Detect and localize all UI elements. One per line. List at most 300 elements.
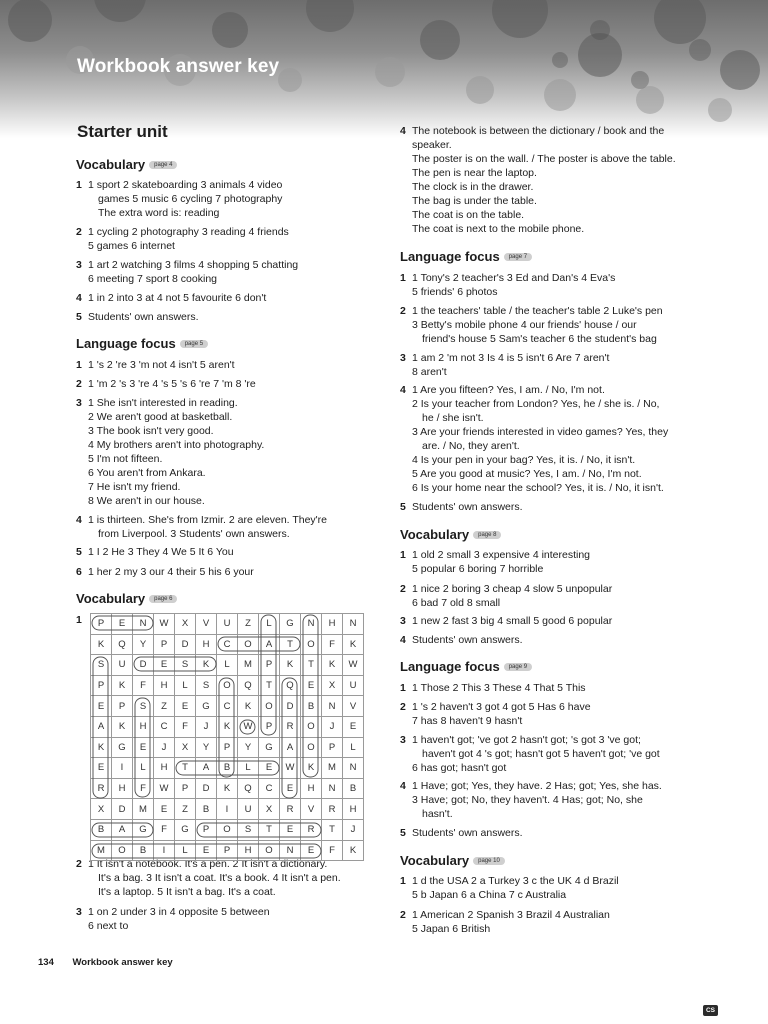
answer-line: 6 bad 7 old 8 small <box>412 597 501 609</box>
wordsearch-cell: R <box>280 716 301 737</box>
page-reference-badge: page 6 <box>149 595 177 603</box>
answer-line: 5 I'm not fifteen. <box>88 453 163 465</box>
wordsearch-cell: L <box>133 758 154 779</box>
wordsearch-cell: N <box>280 840 301 861</box>
page-reference-badge: page 5 <box>180 340 208 348</box>
wordsearch-cell: Z <box>238 614 259 635</box>
wordsearch-cell: X <box>259 799 280 820</box>
wordsearch-cell: X <box>322 675 343 696</box>
wordsearch-cell: B <box>217 758 238 779</box>
exercise-number: 1 <box>76 179 82 191</box>
wordsearch-cell: M <box>322 758 343 779</box>
exercise <box>76 258 376 286</box>
wordsearch-cell: L <box>175 675 196 696</box>
section-heading-text: Language focus <box>400 249 500 264</box>
wordsearch-cell: O <box>112 840 133 861</box>
section-heading <box>76 336 208 351</box>
wordsearch-cell: T <box>259 819 280 840</box>
wordsearch-cell: C <box>259 778 280 799</box>
wordsearch-cell: B <box>91 819 112 840</box>
wordsearch-cell: X <box>175 614 196 635</box>
header-banner <box>0 0 768 138</box>
wordsearch-cell: E <box>301 675 322 696</box>
wordsearch-cell: P <box>217 840 238 861</box>
wordsearch-cell: E <box>175 696 196 717</box>
wordsearch-cell: K <box>112 716 133 737</box>
answer-line: 3 The book isn't very good. <box>88 425 214 437</box>
wordsearch-cell: F <box>154 819 175 840</box>
answer-line: 3 Are your friends interested in video games? Yes, they <box>412 426 669 438</box>
wordsearch-cell: S <box>196 675 217 696</box>
wordsearch-cell: I <box>154 840 175 861</box>
wordsearch-cell: B <box>301 696 322 717</box>
wordsearch-cell: G <box>133 819 154 840</box>
exercise <box>400 733 700 775</box>
wordsearch-cell: G <box>280 614 301 635</box>
answer-line: Students' own answers. <box>412 501 523 513</box>
wordsearch-cell: W <box>154 778 175 799</box>
exercise <box>76 545 376 559</box>
section-heading <box>400 527 501 542</box>
exercise <box>400 500 700 514</box>
wordsearch-cell: R <box>301 819 322 840</box>
answer-line: 1 It isn't a notebook. It's a pen. 2 It isn't a dictionary. <box>88 858 328 870</box>
answer-line: 1 I 2 He 3 They 4 We 5 It 6 You <box>88 546 234 558</box>
answer-line: 6 next to <box>88 920 129 932</box>
wordsearch-exercise-number: 1 <box>76 614 82 626</box>
wordsearch-cell: A <box>259 634 280 655</box>
exercise <box>76 513 376 541</box>
wordsearch-cell: F <box>322 840 343 861</box>
wordsearch-cell: E <box>133 737 154 758</box>
answer-line: 1 American 2 Spanish 3 Brazil 4 Australian <box>412 909 610 921</box>
wordsearch-cell: E <box>112 614 133 635</box>
wordsearch-cell: U <box>343 675 364 696</box>
wordsearch-cell: E <box>280 778 301 799</box>
wordsearch-cell: J <box>154 737 175 758</box>
wordsearch-cell: H <box>154 758 175 779</box>
wordsearch-cell: B <box>196 799 217 820</box>
wordsearch-cell: L <box>175 840 196 861</box>
wordsearch-cell: N <box>343 614 364 635</box>
answer-line: Students' own answers. <box>88 311 199 323</box>
exercise-number: 5 <box>400 501 406 513</box>
answer-line: 1 's 2 're 3 'm not 4 isn't 5 aren't <box>88 359 235 371</box>
wordsearch-cell: N <box>343 758 364 779</box>
exercise-number: 3 <box>400 734 406 746</box>
answer-line: 1 Are you fifteen? Yes, I am. / No, I'm not. <box>412 384 605 396</box>
answer-line: 6 You aren't from Ankara. <box>88 467 206 479</box>
answer-line: 5 Are you good at music? Yes, I am. / No, I'm not. <box>412 468 642 480</box>
wordsearch-cell: E <box>154 799 175 820</box>
wordsearch-row <box>91 778 364 799</box>
wordsearch-cell: G <box>196 696 217 717</box>
wordsearch-cell: K <box>301 758 322 779</box>
section-heading <box>76 157 177 172</box>
section-heading <box>400 659 532 674</box>
answer-line: 1 sport 2 skateboarding 3 animals 4 video <box>88 179 283 191</box>
wordsearch-cell: O <box>301 716 322 737</box>
answer-line: The coat is next to the mobile phone. <box>412 223 585 235</box>
exercise <box>400 826 700 840</box>
answer-line: friend's house 5 Sam's teacher 6 the student's bag <box>422 333 657 345</box>
wordsearch-cell: O <box>259 840 280 861</box>
wordsearch-cell: T <box>301 655 322 676</box>
wordsearch-cell: M <box>238 655 259 676</box>
answer-line: 1 nice 2 boring 3 cheap 4 slow 5 unpopular <box>412 583 613 595</box>
wordsearch-cell: K <box>343 840 364 861</box>
exercise-number: 3 <box>76 906 82 918</box>
answer-line: 1 old 2 small 3 expensive 4 interesting <box>412 549 591 561</box>
answer-line: 1 d the USA 2 a Turkey 3 c the UK 4 d Brazil <box>412 875 619 887</box>
exercise-number: 3 <box>76 259 82 271</box>
wordsearch-cell: T <box>280 634 301 655</box>
exercise <box>400 582 700 610</box>
wordsearch-cell: D <box>133 655 154 676</box>
footer-label: Workbook answer key <box>72 957 173 968</box>
exercise-number: 2 <box>76 858 82 870</box>
exercise-number: 1 <box>400 682 406 694</box>
answer-line: It's a laptop. 5 It isn't a bag. It's a coat. <box>98 886 276 898</box>
section-heading-text: Vocabulary <box>76 157 146 172</box>
wordsearch-cell: P <box>217 737 238 758</box>
wordsearch-cell: V <box>343 696 364 717</box>
wordsearch-cell: A <box>196 758 217 779</box>
answer-line: 1 in 2 into 3 at 4 not 5 favourite 6 don't <box>88 292 267 304</box>
wordsearch-cell: E <box>91 758 112 779</box>
section-heading <box>76 591 177 606</box>
wordsearch-cell: L <box>343 737 364 758</box>
answer-line: 1 new 2 fast 3 big 4 small 5 good 6 popular <box>412 615 613 627</box>
answer-line: 6 has got; hasn't got <box>412 762 507 774</box>
exercise <box>76 857 376 899</box>
wordsearch-cell: K <box>322 655 343 676</box>
wordsearch-cell: X <box>175 737 196 758</box>
wordsearch-cell: J <box>196 716 217 737</box>
wordsearch-row <box>91 614 364 635</box>
wordsearch-cell: P <box>91 614 112 635</box>
exercise-number: 5 <box>76 546 82 558</box>
wordsearch-cell: Y <box>133 634 154 655</box>
exercise-number: 2 <box>76 226 82 238</box>
wordsearch-cell: R <box>91 778 112 799</box>
wordsearch-cell: P <box>112 696 133 717</box>
wordsearch-cell: G <box>175 819 196 840</box>
wordsearch-cell: C <box>217 696 238 717</box>
exercise <box>400 614 700 628</box>
wordsearch-cell: E <box>280 819 301 840</box>
answer-line: 1 is thirteen. She's from Izmir. 2 are eleven. They're <box>88 514 328 526</box>
wordsearch-cell: P <box>196 819 217 840</box>
answer-line: 1 cycling 2 photography 3 reading 4 friends <box>88 226 289 238</box>
wordsearch-cell: D <box>175 634 196 655</box>
wordsearch-cell: T <box>175 758 196 779</box>
answer-line: from Liverpool. 3 Students' own answers. <box>98 528 290 540</box>
wordsearch-cell: R <box>322 799 343 820</box>
exercise <box>400 548 700 576</box>
answer-line: 3 Betty's mobile phone 4 our friends' house / our <box>412 319 637 331</box>
wordsearch-row <box>91 634 364 655</box>
exercise <box>76 905 376 933</box>
answer-line: are. / No, they aren't. <box>422 440 520 452</box>
page-number: 134 <box>38 957 54 968</box>
wordsearch-cell: W <box>154 614 175 635</box>
exercise-number: 4 <box>400 384 406 396</box>
section-heading-text: Vocabulary <box>400 853 470 868</box>
wordsearch-cell: E <box>154 655 175 676</box>
wordsearch-cell: K <box>91 737 112 758</box>
wordsearch-cell: Q <box>238 675 259 696</box>
wordsearch-cell: P <box>259 655 280 676</box>
exercise-number: 4 <box>76 292 82 304</box>
exercise <box>76 291 376 305</box>
page-reference-badge: page 10 <box>473 857 505 865</box>
wordsearch-cell: B <box>133 840 154 861</box>
exercise-number: 4 <box>400 634 406 646</box>
wordsearch-cell: R <box>280 799 301 820</box>
answer-line: Students' own answers. <box>412 827 523 839</box>
wordsearch-cell: S <box>133 696 154 717</box>
page-reference-badge: page 9 <box>504 663 532 671</box>
wordsearch-cell: F <box>322 634 343 655</box>
wordsearch-cell: Z <box>175 799 196 820</box>
wordsearch-cell: K <box>238 696 259 717</box>
answer-line: 1 am 2 'm not 3 Is 4 is 5 isn't 6 Are 7 aren't <box>412 352 610 364</box>
wordsearch-row <box>91 696 364 717</box>
wordsearch-cell: G <box>259 737 280 758</box>
wordsearch-cell: N <box>133 614 154 635</box>
wordsearch-cell: I <box>112 758 133 779</box>
wordsearch-cell: Y <box>196 737 217 758</box>
exercise <box>76 396 376 508</box>
wordsearch-cell: L <box>259 614 280 635</box>
wordsearch-cell: E <box>196 840 217 861</box>
wordsearch-cell: G <box>112 737 133 758</box>
wordsearch-cell: U <box>238 799 259 820</box>
wordsearch-cell: S <box>175 655 196 676</box>
answer-line: The extra word is: reading <box>98 207 220 219</box>
answer-line: 1 her 2 my 3 our 4 their 5 his 6 your <box>88 566 254 578</box>
wordsearch-row <box>91 675 364 696</box>
wordsearch-cell: H <box>322 614 343 635</box>
exercise <box>400 908 700 936</box>
wordsearch-cell: B <box>343 778 364 799</box>
wordsearch-cell: E <box>91 696 112 717</box>
answer-line: 5 b Japan 6 a China 7 c Australia <box>412 889 567 901</box>
wordsearch-row <box>91 716 364 737</box>
answer-line: 7 He isn't my friend. <box>88 481 181 493</box>
exercise <box>76 178 376 220</box>
wordsearch-cell: K <box>196 655 217 676</box>
answer-line: 1 the teachers' table / the teacher's table 2 Luke's pen <box>412 305 663 317</box>
exercise <box>400 383 700 495</box>
exercise <box>400 271 700 299</box>
answer-line: The clock is in the drawer. <box>412 181 534 193</box>
answer-line: speaker. <box>412 139 452 151</box>
wordsearch-cell: H <box>112 778 133 799</box>
banner-title: Workbook answer key <box>77 56 280 77</box>
exercise <box>400 779 700 821</box>
exercise <box>400 633 700 647</box>
exercise-number: 1 <box>76 359 82 371</box>
exercise-number: 4 <box>76 514 82 526</box>
exercise-number: 3 <box>400 615 406 627</box>
wordsearch-cell: P <box>175 778 196 799</box>
answer-line: 3 Have; got; No, they haven't. 4 Has; got; No, she <box>412 794 643 806</box>
exercise-number: 6 <box>76 566 82 578</box>
exercise <box>400 351 700 379</box>
exercise-number: 4 <box>400 780 406 792</box>
page-reference-badge: page 7 <box>504 253 532 261</box>
wordsearch-cell: N <box>322 778 343 799</box>
wordsearch-cell: Q <box>238 778 259 799</box>
wordsearch-cell: O <box>238 634 259 655</box>
wordsearch-cell: E <box>259 758 280 779</box>
wordsearch-cell: W <box>343 655 364 676</box>
wordsearch-cell: W <box>280 758 301 779</box>
wordsearch-cell: J <box>322 716 343 737</box>
wordsearch-cell: K <box>217 716 238 737</box>
answer-line: 4 My brothers aren't into photography. <box>88 439 265 451</box>
exercise <box>76 358 376 372</box>
wordsearch-cell: D <box>112 799 133 820</box>
exercise <box>76 225 376 253</box>
wordsearch-cell: H <box>154 675 175 696</box>
wordsearch-cell: K <box>91 634 112 655</box>
cs-badge: CS <box>703 1005 718 1016</box>
answer-line: hasn't. <box>422 808 453 820</box>
wordsearch-cell: A <box>91 716 112 737</box>
answer-line: 1 art 2 watching 3 films 4 shopping 5 chatting <box>88 259 299 271</box>
wordsearch-cell: Y <box>238 737 259 758</box>
answer-line: 5 friends' 6 photos <box>412 286 498 298</box>
unit-title: Starter unit <box>77 122 168 141</box>
wordsearch-cell: F <box>175 716 196 737</box>
wordsearch-cell: F <box>133 778 154 799</box>
answer-line: 8 We aren't in our house. <box>88 495 205 507</box>
section-heading <box>400 853 505 868</box>
exercise-number: 4 <box>400 125 406 137</box>
answer-line: 1 She isn't interested in reading. <box>88 397 238 409</box>
wordsearch-cell: Q <box>112 634 133 655</box>
answer-line: 6 Is your home near the school? Yes, it is. / No, it isn't. <box>412 482 664 494</box>
wordsearch-cell: A <box>112 819 133 840</box>
wordsearch-grid <box>90 613 364 861</box>
answer-line: 6 meeting 7 sport 8 cooking <box>88 273 217 285</box>
exercise-number: 2 <box>76 378 82 390</box>
wordsearch-cell: N <box>301 614 322 635</box>
exercise <box>76 310 376 324</box>
exercise <box>400 874 700 902</box>
answer-line: 2 Is your teacher from London? Yes, he / she is. / No, <box>412 398 660 410</box>
wordsearch-cell: K <box>217 778 238 799</box>
wordsearch-cell: K <box>112 675 133 696</box>
wordsearch-cell: O <box>217 675 238 696</box>
wordsearch-row <box>91 799 364 820</box>
wordsearch-cell: Z <box>154 696 175 717</box>
answer-line: 5 popular 6 boring 7 horrible <box>412 563 544 575</box>
wordsearch-cell: M <box>91 840 112 861</box>
answer-line: 1 haven't got; 've got 2 hasn't got; 's got 3 've got; <box>412 734 641 746</box>
answer-line: The poster is on the wall. / The poster is above the table. <box>412 153 676 165</box>
answer-line: 1 on 2 under 3 in 4 opposite 5 between <box>88 906 270 918</box>
wordsearch-cell: U <box>217 614 238 635</box>
wordsearch-cell: X <box>91 799 112 820</box>
exercise-number: 2 <box>400 583 406 595</box>
wordsearch-cell: A <box>280 737 301 758</box>
wordsearch-cell: P <box>322 737 343 758</box>
wordsearch-cell: O <box>301 737 322 758</box>
answer-line: 5 games 6 internet <box>88 240 175 252</box>
answer-line: haven't got 4 's got; hasn't got 5 haven't got; 've got <box>422 748 660 760</box>
exercise <box>400 124 700 236</box>
wordsearch-cell: D <box>196 778 217 799</box>
wordsearch-cell: E <box>343 716 364 737</box>
exercise <box>400 700 700 728</box>
exercise <box>76 565 376 579</box>
wordsearch-row <box>91 655 364 676</box>
answer-line: The bag is under the table. <box>412 195 537 207</box>
wordsearch-cell: H <box>301 778 322 799</box>
exercise-number: 2 <box>400 305 406 317</box>
wordsearch-row <box>91 840 364 861</box>
wordsearch-cell: N <box>322 696 343 717</box>
wordsearch-cell: Q <box>280 675 301 696</box>
exercise <box>76 377 376 391</box>
wordsearch-cell: V <box>196 614 217 635</box>
wordsearch-cell: H <box>133 716 154 737</box>
answer-line: games 5 music 6 cycling 7 photography <box>98 193 283 205</box>
answer-line: 5 Japan 6 British <box>412 923 491 935</box>
wordsearch-row <box>91 758 364 779</box>
page-reference-badge: page 8 <box>473 531 501 539</box>
exercise-number: 1 <box>400 549 406 561</box>
exercise-number: 5 <box>400 827 406 839</box>
wordsearch-cell: K <box>343 634 364 655</box>
wordsearch-cell: W <box>238 716 259 737</box>
exercise-number: 1 <box>400 875 406 887</box>
wordsearch-cell: V <box>301 799 322 820</box>
wordsearch-cell: U <box>112 655 133 676</box>
answer-line: 1 Have; got; Yes, they have. 2 Has; got; Yes, she has. <box>412 780 662 792</box>
exercise-number: 5 <box>76 311 82 323</box>
wordsearch-cell: O <box>301 634 322 655</box>
answer-line: 2 We aren't good at basketball. <box>88 411 233 423</box>
answer-line: 1 'm 2 's 3 're 4 's 5 's 6 're 7 'm 8 're <box>88 378 256 390</box>
answer-line: The pen is near the laptop. <box>412 167 537 179</box>
wordsearch-cell: P <box>154 634 175 655</box>
wordsearch-row <box>91 737 364 758</box>
section-heading-text: Vocabulary <box>76 591 146 606</box>
wordsearch-cell: M <box>133 799 154 820</box>
answer-line: 8 aren't <box>412 366 447 378</box>
exercise-number: 3 <box>76 397 82 409</box>
answer-line: he / she isn't. <box>422 412 484 424</box>
exercise <box>400 304 700 346</box>
wordsearch-row <box>91 819 364 840</box>
wordsearch-cell: C <box>217 634 238 655</box>
wordsearch-cell: S <box>238 819 259 840</box>
wordsearch-cell: P <box>91 675 112 696</box>
section-heading <box>400 249 532 264</box>
wordsearch-cell: H <box>196 634 217 655</box>
wordsearch-cell: L <box>238 758 259 779</box>
answer-line: 4 Is your pen in your bag? Yes, it is. / No, it isn't. <box>412 454 636 466</box>
answer-line: 1 Tony's 2 teacher's 3 Ed and Dan's 4 Eva's <box>412 272 616 284</box>
answer-line: 1 's 2 haven't 3 got 4 got 5 Has 6 have <box>412 701 591 713</box>
answer-line: 7 has 8 haven't 9 hasn't <box>412 715 523 727</box>
exercise-number: 2 <box>400 909 406 921</box>
